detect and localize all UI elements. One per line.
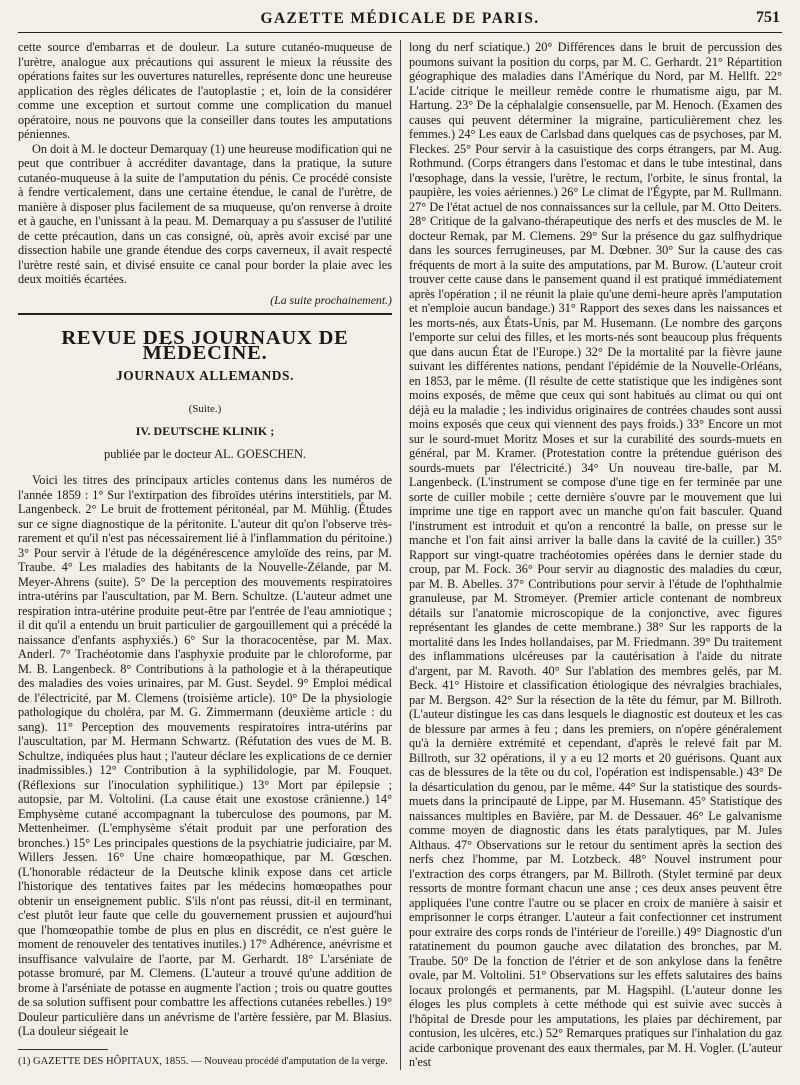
article-continuation-paragraph: cette source d'embarras et de douleur. La suture cutanéo-muqueuse de l'urètre, analogue aux précautions qui assurent le mieux la réussite des opérations faites sur les ouvertures naturelles, représente donc une heureuse application des règles délicates de l'autoplastie ; et, loin de la considérer comme une exception et surtout comme une complication du manuel opératoire, nous ne pouvons que la conseiller dans toutes les amputations péniennes. — [18, 40, 392, 141]
section-divider — [18, 313, 392, 315]
article-list-paragraph: Voici les titres des principaux articles contenus dans les numéros de l'année 1859 : 1° Sur l'extirpation des fibroïdes utérins interstitiels, par M. Langenbeck. 2° Le bruit de frottement péritonéal, par M. Mühlig. (Études sur ce signe diagnostique de la péritonite. L'auteur dit qu'on l'observe très-rarement et qu'il n'est pas nécessairement lié à l'inflammation du péritoine.) 3° Pour servir à l'étude de la dégénérescence amyloïde des reins, par M. Traube. 4° Les maladies des habitants de la Nouvelle-Zélande, par M. Meyer-Ahrens (suite). 5° De la perception des mouvements respiratoires intra-utérins par l'auscultation, par M. Bern. Schultze. (L'auteur admet une respiration intra-utérine produite peut-être par l'entrée de l'eau amniotique ; il dit qu'il a entendu un bruit particulier de gargouillement qui a précédé la naissance d'enfants asphyxiés.) 6° Sur la thoracocentèse, par M. Max. Anderl. 7° Trachéotomie dans l'asphyxie produite par le chloroforme, par M. B. Langenbeck. 8° Contributions à la pathologie et à la thérapeutique des maladies des voies urinaires, par M. Gust. Seydel. 9° Emploi médical de l'électricité, par M. Clemens (troisième article). 10° De la physiologie pathologique du choléra, par M. G. Zimmermann (deuxième article : du sang). 11° Perception des mouvements respiratoires intra-utérins par l'auscultation, par M. Hermann Schwartz. (Réfutation des vues de M. B. Schultze, indiquées plus haut ; l'auteur déclare les explications de ce dernier inadmissibles.) 12° Contribution à la syphilidologie, par M. Fouquet. (Réflexions sur l'inoculation syphilitique.) 13° Mort par épilepsie ; autopsie, par M. Voltolini. (La cause était une exostose crânienne.) 14° Emphysème cutané accompagnant la tuberculose des poumons, par M. Mettenheimer. (L'emphysème s'était produit par une perforation des bronches.) 15° Les principales questions de la psychiatrie judiciaire, par M. Willers Jessen. 16° Une chaire homœopathique, par M. Gœschen. (L'honorable rédacteur de la Deutsche klinik expose dans cet article l'historique des tentatives faites par les médecins homœopathes pour obtenir un enseignement public. S'ils n'ont pas réussi, dit-il en terminant, c'est plutôt leur faute que celle du gouvernement prussien et aujourd'hui que l'homœopathie tombe de plus en plus en discrédit, ce n'est guère le moment de renouveler des tentatives inutiles.) 17° Adhérence, anévrisme et insuffisance valvulaire de l'aorte, par M. Gerhardt. 18° L'arséniate de potasse bromuré, par M. Clemens. (L'auteur a trouvé qu'une addition de brome à l'arséniate de potasse en augmente l'action ; trois ou quatre gouttes de sa solution suffisent pour combattre les affections cutanées rebelles.) 19° Douleur particulière dans un anévrisme de l'artère fessière, par M. Blasius. (La douleur siégeait le — [18, 473, 392, 1038]
column-rule — [400, 40, 401, 1070]
footnote-rule — [18, 1049, 108, 1050]
page-header — [18, 6, 782, 33]
subsection-title: JOURNAUX ALLEMANDS. — [115, 368, 295, 383]
page-number: 751 — [756, 9, 780, 26]
demarquay-paragraph: On doit à M. le docteur Demarquay (1) une heureuse modification qui ne peut que contribuer à accréditer davantage, dans la pratique, la suture cutanéo-muqueuse à la suite de l'amputation du pénis. Ce procédé consiste à fendre verticalement, dans une certaine étendue, le canal de l'urètre, de manière à disposer plus facilement de sa muqueuse, qu'on renverse à droite et à gauche, en l'unissant à la peau. M. Demarquay a pu s'assuser de l'utilité de cette précaution, dans un cas consigné, où, après avoir excisé par une dissection habile une grande étendue des corps caverneux, il avait respecté l'urètre resté sain, et divisé ensuite ce canal pour border la plaie avec les deux moitiés écartées. — [18, 141, 392, 286]
journal-title: GAZETTE MÉDICALE DE PARIS. — [260, 10, 540, 27]
continued-note: (La suite prochainement.) — [270, 292, 392, 307]
right-column — [409, 40, 782, 1075]
article-list-continued: long du nerf sciatique.) 20° Différences dans le bruit de percussion des poumons suivant la position du corps, par M. C. Gerhardt. 21° Répartition géographique des maladies dans l'Amérique du Nord, par M. Hellft. 22° L'acide citrique le meilleur remède contre le rhumatisme aigu, par M. Hartung. 23° De la céphalalgie consensuelle, par M. Henoch. (Examen des causes qui peuvent déterminer la migraine, particulièrement chez les femmes.) 24° Les eaux de Carlsbad dans quelques cas de psychoses, par M. Fleckes. 25° Pour servir à la casuistique des corps étrangers, par M. Aug. Rothmund. (Corps étrangers dans l'estomac et dans le tube intestinal, dans l'œsophage, dans la vessie, l'urètre, le rectum, l'orbite, le sinus frontal, la paupière, les voies aériennes.) 26° Le climat de l'Égypte, par M. Rullmann. 27° De l'état actuel de nos connaissances sur la cellule, par M. Otto Deiters. 28° Critique de la galvano-thérapeutique des nerfs et des muscles de M. le docteur Remak, par M. Clemens. 29° Sur la présence du gaz sulfhydrique dans les sources ferrugineuses, par M. Dœbner. 30° Sur la cause des cas fréquents de mort à la suite des amputations, par M. Burow. (L'auteur croit trouver cette cause dans le pansement quand il est pratiqué immédiatement après l'opération ; il ne réunit la plaie qu'une demi-heure après l'amputation et n'emploie aucun bandage.) 31° Rapport des sexes dans les naissances et les morts-nés, aux États-Unis, par M. Husemann. (Le nombre des garçons l'emporte sur celui des filles, et les morts-nés sont beaucoup plus fréquents que dans aucun État de l'Europe.) 32° De la mortalité par la fièvre jaune suivant les différentes nations, pendant l'épidémie de la Nouvelle-Orléans, en 1853, par le même. (Il résulte de cette statistique que les indigènes sont moins exposés, de même que ceux qui sont habitués au climat ou qui ont déjà eu la maladie ; les individus originaires de contrées chaudes sont aussi moins exposés que ceux qui viennent des pays froids.) 33° Encore un mot sur le sourd-muet Moritz Moses et sur la curabilité des sourds-muets en général, par M. Kramer. (Protestation contre la prétendue guérison des sourds-muets par l'électricité.) 34° Un nouveau tire-balle, par M. Langenbeck. (L'instrument se compose d'une tige en fer terminée par une sorte de cuiller mobile ; cette dernière s'ouvre par le mouvement que lui imprime une tige en rapport avec un manche qu'on fait basculer. Quand l'instrument est introduit et qu'on a rencontré la balle, on presse sur le manche et l'on fait ainsi arriver la balle dans la cavité de la cuiller.) 35° Rapport sur vingt-quatre trachéotomies opérées dans le dernier stade du croup, par M. Fock. 36° Pour servir au diagnostic des maladies du cœur, par M. B. Abelles. 37° Contributions pour servir à l'étude de l'ophthalmie granuleuse, par M. Stromeyer. (Premier article contenant de nombreux détails sur l'anatomie microscopique de la conjonctive, avec figures représentant les glandes de cette membrane.) 38° Sur les rapports de la mortalité dans les Indes hollandaises, par M. Friedmann. 39° Du traitement des inflammations ulcéreuses par la cautérisation à l'aide du nitrate d'argent, par M. Ravoth. 40° Sur l'ablation des membres gelés, par M. Beck. 41° Histoire et classification étiologique des névralgies brachiales, par M. Bergson. 42° Sur la résection de la tête du fémur, par M. Billroth. (L'auteur distingue les cas dans lesquels le diagnostic est douteux et les cas de blessure par armes à feu ; dans les premiers, on n'opère généralement qu'à la dernière extrémité et cependant, d'après le relevé fait par M. Billroth, sur 32 opérations, il y a eu 12 morts et 20 guérisons. Quant aux cas de blessures de la tête ou du col, l'opération est indispensable.) 43° De la désarticulation du genou, par le même. 44° Sur la statistique des sourds-muets dans la principauté de Lippe, par M. Husemann. 45° Statistique des naissances multiples en Bavière, par M. de Dessauer. 46° Le galvanisme comme moyen de diagnostic dans les états paralytiques, par M. Jules Althaus. 47° Observations sur le retour du sentiment après la section des nerfs chez l'homme, par M. Lotzbeck. 48° Nouvel instrument pour l'extraction des corps étrangers, par M. Billroth. (Stylet terminé par deux ressorts de montre formant chacun une anse ; ces deux anses peuvent être appliquées l'une contre l'autre ou se placer en croix de manière à saisir et emprisonner le corps étranger. L'auteur a fait confectionner cet instrument pour extraire des corps ronds de l'intérieur de l'oreille.) 49° Diagnostic d'un ratatinement du poumon gauche avec dilatation des bronches, par M. Traube. 50° De la fonction de l'étrier et de son ankylose dans la fenêtre ovale, par M. Voltolini. 51° Observations sur les effets salutaires des bains locaux prolongés et permanents, par M. Hagspihl. (L'auteur donne les éloges les plus complets à cette méthode qui est suivie avec succès à l'hôpital de Dresde pour les amputations, les plaies par déchirement, par contusion, les ulcères, etc.) 52° Remarques pratiques sur l'inhalation du gaz acide carbonique provenant des eaux thermales, par M. H. Vogler. (L'auteur n'est — [409, 40, 782, 1069]
suite-label: (Suite.) — [188, 402, 222, 415]
section-title: REVUE DES JOURNAUX DE MÉDECINE. — [61, 327, 349, 364]
journal-heading: IV. DEUTSCHE KLINIK ; — [135, 424, 275, 438]
publisher-line: publiée par le docteur AL. GOESCHEN. — [104, 446, 306, 461]
footnote: (1) GAZETTE DES HÔPITAUX, 1855. — Nouveau procédé d'amputation de la verge. — [18, 1055, 388, 1067]
left-column — [18, 40, 392, 1070]
